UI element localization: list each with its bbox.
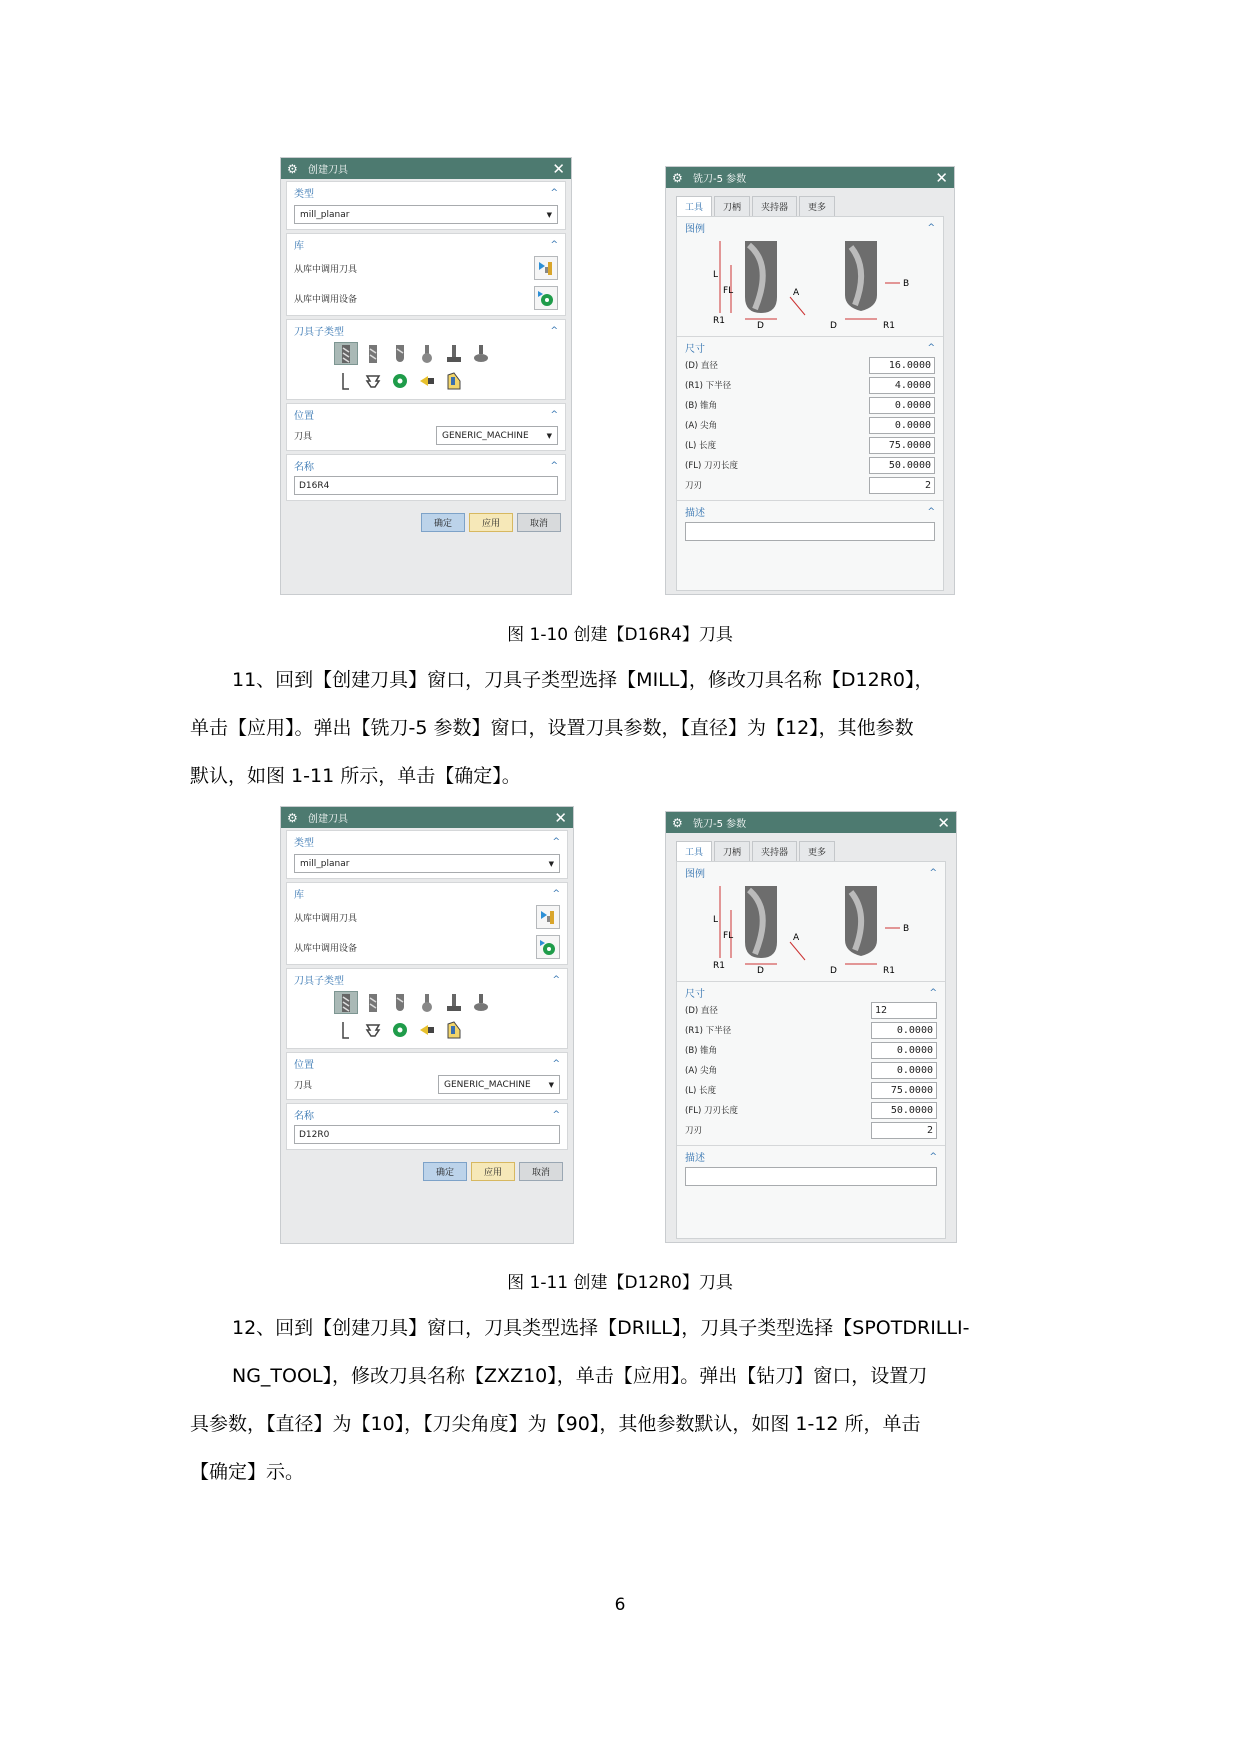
param-row-l <box>685 1080 937 1100</box>
probe-icon[interactable] <box>415 1018 439 1041</box>
subtype-label: 刀具子类型 <box>294 327 344 338</box>
param-row-a <box>685 415 935 435</box>
label-r1-left: R1 <box>713 961 725 971</box>
retrieve-device-icon[interactable] <box>534 286 558 310</box>
thread-mill-icon[interactable] <box>334 369 358 392</box>
lower-radius-input[interactable]: 4.0000 <box>869 377 935 394</box>
barrel-icon[interactable] <box>469 342 493 365</box>
param-row-a <box>685 1060 937 1080</box>
collapse-icon[interactable]: ^ <box>550 325 558 336</box>
tab-holder[interactable]: 夹持器 <box>752 196 797 216</box>
paragraph-line: 默认，如图 1-11 所示，单击【确定】。 <box>190 765 521 787</box>
title-bar[interactable] <box>281 807 573 828</box>
legend-label: 图例 <box>685 224 705 235</box>
tip-angle-input[interactable]: 0.0000 <box>869 417 935 434</box>
label-r1-right: R1 <box>883 966 895 976</box>
desc-section <box>677 501 943 546</box>
collapse-icon[interactable]: ^ <box>550 409 558 420</box>
type-value: mill_planar <box>300 858 350 869</box>
paragraph-line: 【确定】示。 <box>190 1461 305 1483</box>
collapse-icon[interactable]: ^ <box>929 867 937 878</box>
desc-label: 描述 <box>685 508 705 519</box>
name-section <box>286 454 566 501</box>
size-section <box>677 982 945 1146</box>
name-label: 名称 <box>294 1111 314 1122</box>
paragraph-line: 单击【应用】。弹出【铣刀-5 参数】窗口，设置刀具参数，【直径】为【12】，其他参数 <box>190 717 914 739</box>
t-cutter-icon[interactable] <box>442 342 466 365</box>
mill-params-dialog-1 <box>665 166 955 595</box>
ball-mill-icon[interactable] <box>388 991 412 1014</box>
length-input[interactable]: 75.0000 <box>869 437 935 454</box>
close-icon[interactable]: ✕ <box>937 813 950 832</box>
name-label: 名称 <box>294 462 314 473</box>
tool-label: 刀具 <box>294 432 313 442</box>
type-label: 类型 <box>294 189 314 200</box>
collapse-icon[interactable]: ^ <box>552 974 560 985</box>
type-section <box>286 181 566 230</box>
param-row-d <box>685 1000 937 1020</box>
figure-caption-2: 图 1-11 创建【D12R0】刀具 <box>507 1273 733 1293</box>
lower-radius-input[interactable]: 0.0000 <box>871 1022 937 1039</box>
gear-icon: ⚙ <box>672 815 683 830</box>
tool-select[interactable] <box>436 426 558 445</box>
paragraph-line: NG_TOOL】，修改刀具名称【ZXZ10】，单击【应用】。弹出【钻刀】窗口，设置刀 <box>232 1365 928 1387</box>
library-section <box>286 233 566 316</box>
title-bar[interactable] <box>666 812 956 833</box>
t-cutter-icon[interactable] <box>442 991 466 1014</box>
subtype-section <box>286 319 566 400</box>
from-lib-tool-label: 从库中调用刀具 <box>294 913 358 924</box>
description-input[interactable] <box>685 1167 937 1186</box>
create-tool-dialog-1 <box>280 157 572 595</box>
type-value: mill_planar <box>300 209 350 220</box>
label-d-right: D <box>830 966 837 976</box>
param-label: (L) 长度 <box>685 441 717 451</box>
cancel-button[interactable]: 取消 <box>517 513 561 532</box>
chamfer-mill-icon[interactable] <box>361 342 385 365</box>
param-label: (B) 锥角 <box>685 1046 718 1056</box>
type-select[interactable] <box>294 854 560 873</box>
spherical-mill-icon[interactable] <box>415 342 439 365</box>
ball-mill-icon[interactable] <box>388 342 412 365</box>
name-section <box>286 1103 568 1150</box>
button-bar <box>281 1150 573 1181</box>
param-label: (D) 直径 <box>685 361 718 371</box>
tab-more[interactable]: 更多 <box>799 841 835 861</box>
retrieve-tool-icon[interactable] <box>534 256 558 280</box>
tool-value: GENERIC_MACHINE <box>444 1079 531 1090</box>
gear-icon: ⚙ <box>672 170 683 185</box>
thread-mill-icon[interactable] <box>334 1018 358 1041</box>
label-fl: FL <box>723 931 734 941</box>
flutes-input[interactable]: 2 <box>869 477 935 494</box>
from-lib-device-label: 从库中调用设备 <box>294 294 358 305</box>
from-lib-device-label: 从库中调用设备 <box>294 943 358 954</box>
spherical-mill-icon[interactable] <box>415 991 439 1014</box>
param-row-r1 <box>685 375 935 395</box>
param-row-b <box>685 1040 937 1060</box>
tip-angle-input[interactable]: 0.0000 <box>871 1062 937 1079</box>
collapse-icon[interactable]: ^ <box>550 460 558 471</box>
tool-diagram <box>685 235 935 331</box>
holder-icon[interactable] <box>388 1018 412 1041</box>
label-fl: FL <box>723 286 734 296</box>
tool-diagram <box>685 880 935 976</box>
collapse-icon[interactable]: ^ <box>927 222 935 233</box>
collapse-icon[interactable]: ^ <box>552 1109 560 1120</box>
collapse-icon[interactable]: ^ <box>552 836 560 847</box>
subtype-label: 刀具子类型 <box>294 976 344 987</box>
name-input[interactable]: D12R0 <box>294 1125 560 1144</box>
gear-icon: ⚙ <box>287 810 298 825</box>
chevron-down-icon: ▼ <box>548 859 554 868</box>
tool-value: GENERIC_MACHINE <box>442 430 529 441</box>
dialog-title: 铣刀-5 参数 <box>693 174 747 185</box>
collapse-icon[interactable]: ^ <box>552 888 560 899</box>
label-a: A <box>793 288 800 298</box>
paragraph-12 <box>190 1304 1048 1496</box>
params-panel <box>676 216 944 591</box>
dialog-title: 创建刀具 <box>308 165 348 176</box>
chamfer-mill-icon[interactable] <box>361 991 385 1014</box>
desc-label: 描述 <box>685 1153 705 1164</box>
mill-icon[interactable] <box>334 991 358 1014</box>
legend-section <box>677 217 943 337</box>
param-row-flutes <box>685 475 935 495</box>
mill-icon[interactable] <box>334 342 358 365</box>
size-label: 尺寸 <box>685 989 705 1000</box>
tab-holder[interactable]: 夹持器 <box>752 841 797 861</box>
param-row-fl <box>685 1100 937 1120</box>
param-label: (FL) 刀刃长度 <box>685 461 738 471</box>
mill-params-dialog-2 <box>665 811 957 1243</box>
collapse-icon[interactable]: ^ <box>550 239 558 250</box>
label-r1-right: R1 <box>883 321 895 331</box>
flute-length-input[interactable]: 50.0000 <box>869 457 935 474</box>
collapse-icon[interactable]: ^ <box>929 1151 937 1162</box>
barrel-icon[interactable] <box>469 991 493 1014</box>
label-l: L <box>713 915 719 925</box>
param-row-r1 <box>685 1020 937 1040</box>
generic-tool-icon[interactable] <box>442 369 466 392</box>
param-label: (R1) 下半径 <box>685 381 732 391</box>
param-row-fl <box>685 455 935 475</box>
figure-caption-1: 图 1-10 创建【D16R4】刀具 <box>507 625 733 645</box>
generic-tool-icon[interactable] <box>442 1018 466 1041</box>
chevron-down-icon: ▼ <box>546 210 552 219</box>
tab-more[interactable]: 更多 <box>799 196 835 216</box>
paragraph-line: 11、回到【创建刀具】窗口，刀具子类型选择【MILL】，修改刀具名称【D12R0】， <box>232 669 934 691</box>
label-l: L <box>713 270 719 280</box>
collapse-icon[interactable]: ^ <box>927 506 935 517</box>
param-label: (A) 尖角 <box>685 1066 718 1076</box>
label-b: B <box>903 279 910 289</box>
collapse-icon[interactable]: ^ <box>550 187 558 198</box>
tab-strip <box>676 196 954 216</box>
legend-section <box>677 862 945 982</box>
param-label: (B) 锥角 <box>685 401 718 411</box>
library-label: 库 <box>294 890 304 901</box>
type-section <box>286 830 568 879</box>
param-label: (A) 尖角 <box>685 421 718 431</box>
location-section <box>286 1052 568 1100</box>
param-label: 刀刃 <box>685 481 703 491</box>
title-bar[interactable] <box>281 158 571 179</box>
label-d-left: D <box>757 321 764 331</box>
type-label: 类型 <box>294 838 314 849</box>
dialog-title: 创建刀具 <box>308 814 348 825</box>
collapse-icon[interactable]: ^ <box>927 342 935 353</box>
subtype-grid <box>334 342 558 392</box>
subtype-grid <box>334 991 560 1041</box>
create-tool-dialog-2 <box>280 806 574 1244</box>
ok-button[interactable]: 确定 <box>421 513 465 532</box>
tab-tool[interactable]: 工具 <box>676 196 712 216</box>
type-select[interactable] <box>294 205 558 224</box>
location-label: 位置 <box>294 411 314 422</box>
label-b: B <box>903 924 910 934</box>
tool-label: 刀具 <box>294 1081 313 1091</box>
paragraph-11 <box>190 656 1048 800</box>
paragraph-line: 12、回到【创建刀具】窗口，刀具类型选择【DRILL】，刀具子类型选择【SPOTDRILLI- <box>232 1317 970 1339</box>
diameter-input[interactable]: 16.0000 <box>869 357 935 374</box>
flute-length-input[interactable]: 50.0000 <box>871 1102 937 1119</box>
tab-shank[interactable]: 刀柄 <box>714 841 750 861</box>
form-tool-icon[interactable] <box>361 369 385 392</box>
ok-button[interactable]: 确定 <box>423 1162 467 1181</box>
taper-angle-input[interactable]: 0.0000 <box>871 1042 937 1059</box>
desc-section <box>677 1146 945 1191</box>
param-row-b <box>685 395 935 415</box>
close-icon[interactable]: ✕ <box>554 808 567 827</box>
title-bar[interactable] <box>666 167 954 188</box>
paragraph-line: 具参数，【直径】为【10】，【刀尖角度】为【90】，其他参数默认，如图 1-12 所，单击 <box>190 1413 921 1435</box>
param-label: (R1) 下半径 <box>685 1026 732 1036</box>
location-label: 位置 <box>294 1060 314 1071</box>
description-input[interactable] <box>685 522 935 541</box>
dialog-title: 铣刀-5 参数 <box>693 819 747 830</box>
name-input[interactable]: D16R4 <box>294 476 558 495</box>
param-label: 刀刃 <box>685 1126 703 1136</box>
chevron-down-icon: ▼ <box>546 431 552 440</box>
button-bar <box>281 501 571 532</box>
tool-select[interactable] <box>438 1075 560 1094</box>
taper-angle-input[interactable]: 0.0000 <box>869 397 935 414</box>
chevron-down-icon: ▼ <box>548 1080 554 1089</box>
label-r1-left: R1 <box>713 316 725 326</box>
gear-icon: ⚙ <box>287 161 298 176</box>
param-row-d <box>685 355 935 375</box>
param-label: (L) 长度 <box>685 1086 717 1096</box>
apply-button[interactable]: 应用 <box>469 513 513 532</box>
subtype-section <box>286 968 568 1049</box>
param-label: (D) 直径 <box>685 1006 718 1016</box>
label-d-right: D <box>830 321 837 331</box>
from-lib-tool-label: 从库中调用刀具 <box>294 264 358 275</box>
library-section <box>286 882 568 965</box>
params-panel <box>676 861 946 1239</box>
param-row-l <box>685 435 935 455</box>
close-icon[interactable]: ✕ <box>552 159 565 178</box>
flutes-input[interactable]: 2 <box>871 1122 937 1139</box>
collapse-icon[interactable]: ^ <box>929 987 937 998</box>
length-input[interactable]: 75.0000 <box>871 1082 937 1099</box>
tab-tool[interactable]: 工具 <box>676 841 712 861</box>
form-tool-icon[interactable] <box>361 1018 385 1041</box>
param-label: (FL) 刀刃长度 <box>685 1106 738 1116</box>
collapse-icon[interactable]: ^ <box>552 1058 560 1069</box>
library-label: 库 <box>294 241 304 252</box>
apply-button[interactable]: 应用 <box>471 1162 515 1181</box>
retrieve-device-icon[interactable] <box>536 935 560 959</box>
page-number: 6 <box>614 1595 626 1615</box>
diameter-input[interactable]: 12 <box>871 1002 937 1019</box>
param-row-flutes <box>685 1120 937 1140</box>
legend-label: 图例 <box>685 869 705 880</box>
holder-icon[interactable] <box>388 369 412 392</box>
label-a: A <box>793 933 800 943</box>
size-section <box>677 337 943 501</box>
cancel-button[interactable]: 取消 <box>519 1162 563 1181</box>
probe-icon[interactable] <box>415 369 439 392</box>
close-icon[interactable]: ✕ <box>935 168 948 187</box>
tab-strip <box>676 841 956 861</box>
retrieve-tool-icon[interactable] <box>536 905 560 929</box>
location-section <box>286 403 566 451</box>
size-label: 尺寸 <box>685 344 705 355</box>
label-d-left: D <box>757 966 764 976</box>
tab-shank[interactable]: 刀柄 <box>714 196 750 216</box>
